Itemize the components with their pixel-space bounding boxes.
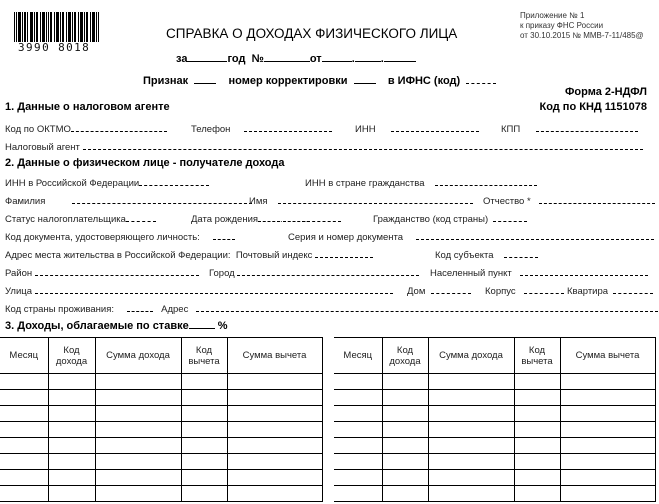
year-label: год <box>227 53 246 65</box>
district-label: Район <box>5 268 33 279</box>
deduction-sum-cell[interactable] <box>560 470 655 486</box>
from-label: от <box>309 53 322 65</box>
section-3-title <box>5 318 228 332</box>
deduction-code-cell[interactable] <box>181 422 227 438</box>
deduction-code-cell[interactable] <box>181 454 227 470</box>
deduction-sum-cell[interactable] <box>227 406 322 422</box>
sign-label: Признак <box>143 75 189 87</box>
deduction-code-cell[interactable] <box>514 374 560 390</box>
income-code-cell[interactable] <box>382 438 428 454</box>
deduction-code-cell[interactable] <box>181 374 227 390</box>
agent-row <box>5 139 643 153</box>
income-sum-cell[interactable] <box>428 422 514 438</box>
month-cell[interactable] <box>0 406 48 422</box>
page-title: СПРАВКА О ДОХОДАХ ФИЗИЧЕСКОГО ЛИЦА <box>166 26 458 41</box>
income-sum-cell[interactable] <box>95 438 181 454</box>
month-cell[interactable] <box>334 390 382 406</box>
birth-month-field[interactable] <box>283 211 305 222</box>
income-code-cell[interactable] <box>48 454 95 470</box>
period-line: за год № от . . <box>176 51 416 65</box>
table-row <box>0 486 322 502</box>
month-cell[interactable] <box>334 486 382 502</box>
income-code-cell[interactable] <box>382 486 428 502</box>
city-label: Город <box>209 268 235 279</box>
deduction-sum-cell[interactable] <box>560 374 655 390</box>
month-cell[interactable] <box>334 406 382 422</box>
oktmo-label: Код по ОКТМО <box>5 124 71 135</box>
deduction-sum-cell[interactable] <box>227 438 322 454</box>
income-code-cell[interactable] <box>382 406 428 422</box>
income-sum-cell[interactable] <box>428 390 514 406</box>
name-label: Имя <box>249 196 268 207</box>
deduction-sum-cell[interactable] <box>560 486 655 502</box>
settlement-field[interactable] <box>520 265 648 276</box>
income-sum-cell[interactable] <box>428 454 514 470</box>
foreign-address-field[interactable] <box>196 301 658 312</box>
inn-citizenship-label: ИНН в стране гражданства <box>305 178 425 189</box>
agent-label: Налоговый агент <box>5 142 80 153</box>
house-field[interactable] <box>431 283 471 294</box>
street-label: Улица <box>5 286 32 297</box>
status-row <box>5 211 156 225</box>
deduction-code-cell[interactable] <box>181 486 227 502</box>
apartment-field[interactable] <box>613 283 653 294</box>
table-row <box>334 454 655 470</box>
doc-code-label: Код документа, удостоверяющего личность: <box>5 232 200 243</box>
deduction-code-cell[interactable] <box>181 390 227 406</box>
col-income-code: Код дохода <box>382 338 428 374</box>
month-cell[interactable] <box>0 454 48 470</box>
income-code-cell[interactable] <box>48 422 95 438</box>
region-row <box>435 247 538 261</box>
patronymic-field[interactable] <box>539 193 655 204</box>
region-label: Код субъекта <box>435 250 494 261</box>
surname-label: Фамилия <box>5 196 46 207</box>
month-cell[interactable] <box>0 390 48 406</box>
income-code-cell[interactable] <box>48 486 95 502</box>
income-code-cell[interactable] <box>382 422 428 438</box>
income-sum-cell[interactable] <box>95 374 181 390</box>
income-sum-cell[interactable] <box>95 470 181 486</box>
income-table-left <box>0 337 323 502</box>
deduction-sum-cell[interactable] <box>227 486 322 502</box>
table-row <box>0 470 322 486</box>
deduction-sum-cell[interactable] <box>560 454 655 470</box>
country-label: Код страны проживания: <box>5 304 114 315</box>
city-row <box>209 265 419 279</box>
address-row <box>5 247 373 261</box>
oktmo-field[interactable] <box>71 121 167 132</box>
form-name: Форма 2-НДФЛ <box>565 86 647 98</box>
building-label: Корпус <box>485 286 516 297</box>
col-deduction-code: Код вычета <box>181 338 227 374</box>
apartment-row <box>567 283 653 297</box>
country-field[interactable] <box>127 301 153 312</box>
deduction-code-cell[interactable] <box>514 438 560 454</box>
kpp-label: КПП <box>501 124 521 135</box>
month-cell[interactable] <box>334 438 382 454</box>
deduction-sum-cell[interactable] <box>560 406 655 422</box>
appendix-line-3: от 30.10.2015 № ММВ-7-11/485@ <box>520 31 644 40</box>
ifns-field[interactable] <box>466 73 496 84</box>
doc-code-field[interactable] <box>213 229 235 240</box>
country-row <box>5 301 658 315</box>
income-code-cell[interactable] <box>382 390 428 406</box>
barcode-bars-icon <box>14 12 99 42</box>
income-table-right <box>334 337 656 502</box>
for-label: за <box>176 53 188 65</box>
district-row <box>5 265 199 279</box>
house-label: Дом <box>407 286 426 297</box>
col-income-sum: Сумма дохода <box>95 338 181 374</box>
agent-inn-field[interactable] <box>391 121 479 132</box>
deduction-code-cell[interactable] <box>514 454 560 470</box>
barcode-digits: 3990 8018 <box>18 41 91 54</box>
kpp-field[interactable] <box>536 121 638 132</box>
deduction-sum-cell[interactable] <box>560 422 655 438</box>
status-label: Статус налогоплательщика <box>5 214 126 225</box>
barcode <box>14 12 99 56</box>
phone-field[interactable] <box>244 121 332 132</box>
table-row <box>334 374 655 390</box>
correction-label: номер корректировки <box>228 75 348 87</box>
income-sum-cell[interactable] <box>95 406 181 422</box>
birthdate-label: Дата рождения <box>191 214 259 225</box>
deduction-sum-cell[interactable] <box>227 422 322 438</box>
surname-field[interactable] <box>72 193 252 204</box>
number-label: № <box>251 53 264 65</box>
income-sum-cell[interactable] <box>428 470 514 486</box>
income-sum-cell[interactable] <box>428 406 514 422</box>
phone-row <box>191 121 332 135</box>
building-field[interactable] <box>524 283 564 294</box>
correction-line <box>143 73 496 87</box>
appendix-line-1: Приложение № 1 <box>520 11 585 20</box>
table-row <box>334 486 655 502</box>
doc-code-row <box>5 229 235 243</box>
rate-field[interactable] <box>189 318 215 329</box>
table-row <box>0 438 322 454</box>
col-deduction-sum: Сумма вычета <box>227 338 322 374</box>
address-label: Адрес места жительства в Российской Федерации: <box>5 250 231 261</box>
income-sum-cell[interactable] <box>95 454 181 470</box>
correction-field[interactable] <box>354 73 376 84</box>
deduction-code-cell[interactable] <box>514 406 560 422</box>
income-sum-cell[interactable] <box>428 486 514 502</box>
col-income-sum: Сумма дохода <box>428 338 514 374</box>
deduction-code-cell[interactable] <box>514 422 560 438</box>
citizenship-field[interactable] <box>493 211 527 222</box>
deduction-sum-cell[interactable] <box>560 438 655 454</box>
patronymic-label: Отчество * <box>483 196 531 207</box>
addr-label: Адрес <box>161 304 189 315</box>
income-code-cell[interactable] <box>48 470 95 486</box>
apartment-label: Квартира <box>567 286 609 297</box>
table-row <box>334 470 655 486</box>
agent-inn-row <box>355 121 479 135</box>
house-row <box>407 283 471 297</box>
citizenship-row <box>373 211 527 225</box>
income-code-cell[interactable] <box>48 406 95 422</box>
table-row <box>334 438 655 454</box>
date-day-field[interactable] <box>322 51 352 62</box>
name-field[interactable] <box>278 193 473 204</box>
oktmo-row <box>5 121 167 135</box>
doc-series-label: Серия и номер документа <box>288 232 404 243</box>
deduction-sum-cell[interactable] <box>560 390 655 406</box>
kpp-row <box>501 121 638 135</box>
appendix-note <box>520 11 644 41</box>
percent-sign: % <box>217 320 228 332</box>
table-row <box>334 422 655 438</box>
table-row <box>0 390 322 406</box>
birth-year-field[interactable] <box>307 211 341 222</box>
postal-label: Почтовый индекс <box>235 250 313 261</box>
settlement-label: Населенный пункт <box>430 268 512 279</box>
income-sum-cell[interactable] <box>95 486 181 502</box>
citizenship-label: Гражданство (код страны) <box>373 214 489 225</box>
section-2-title: 2. Данные о физическом лице - получателе дохода <box>5 157 285 169</box>
deduction-code-cell[interactable] <box>514 390 560 406</box>
building-row <box>485 283 564 297</box>
income-code-cell[interactable] <box>48 390 95 406</box>
ifns-label: в ИФНС (код) <box>387 75 461 87</box>
birthdate-row: Дата рождения . . <box>191 211 341 225</box>
deduction-sum-cell[interactable] <box>227 454 322 470</box>
income-code-cell[interactable] <box>382 454 428 470</box>
agent-inn-label: ИНН <box>355 124 376 135</box>
district-field[interactable] <box>35 265 199 276</box>
col-deduction-sum: Сумма вычета <box>560 338 655 374</box>
inn-citizenship-row <box>305 175 537 189</box>
patronymic-row <box>483 193 655 207</box>
income-code-cell[interactable] <box>48 374 95 390</box>
col-income-code: Код дохода <box>48 338 95 374</box>
income-sum-cell[interactable] <box>428 374 514 390</box>
date-year-field[interactable] <box>384 51 416 62</box>
month-cell[interactable] <box>334 422 382 438</box>
section-1-title: 1. Данные о налоговом агенте <box>5 101 170 113</box>
inn-rf-field[interactable] <box>139 175 209 186</box>
doc-series-field[interactable] <box>416 229 654 240</box>
month-cell[interactable] <box>0 422 48 438</box>
deduction-code-cell[interactable] <box>181 438 227 454</box>
table-row <box>334 390 655 406</box>
col-month: Месяц <box>0 338 48 374</box>
month-cell[interactable] <box>0 438 48 454</box>
table-row <box>0 374 322 390</box>
doc-series-row <box>288 229 654 243</box>
deduction-sum-cell[interactable] <box>227 374 322 390</box>
deduction-sum-cell[interactable] <box>227 470 322 486</box>
deduction-code-cell[interactable] <box>514 470 560 486</box>
birth-day-field[interactable] <box>258 211 280 222</box>
deduction-code-cell[interactable] <box>181 470 227 486</box>
inn-citizenship-field[interactable] <box>435 175 537 186</box>
year-field[interactable] <box>187 51 227 62</box>
month-cell[interactable] <box>0 486 48 502</box>
income-sum-cell[interactable] <box>428 438 514 454</box>
section-3-label: 3. Доходы, облагаемые по ставке <box>5 320 189 332</box>
month-cell[interactable] <box>334 470 382 486</box>
month-cell[interactable] <box>0 470 48 486</box>
deduction-code-cell[interactable] <box>181 406 227 422</box>
income-code-cell[interactable] <box>382 470 428 486</box>
city-field[interactable] <box>237 265 419 276</box>
agent-field[interactable] <box>83 139 643 150</box>
street-field[interactable] <box>35 283 393 294</box>
appendix-line-2: к приказу ФНС России <box>520 21 604 30</box>
deduction-sum-cell[interactable] <box>227 390 322 406</box>
phone-label: Телефон <box>191 124 231 135</box>
income-code-cell[interactable] <box>382 374 428 390</box>
col-deduction-code: Код вычета <box>514 338 560 374</box>
income-sum-cell[interactable] <box>95 422 181 438</box>
income-sum-cell[interactable] <box>95 390 181 406</box>
region-field[interactable] <box>504 247 538 258</box>
month-cell[interactable] <box>0 374 48 390</box>
inn-rf-row <box>5 175 209 189</box>
status-field[interactable] <box>126 211 156 222</box>
surname-row <box>5 193 252 207</box>
inn-rf-label: ИНН в Российской Федерации <box>5 178 140 189</box>
knd-code: Код по КНД 1151078 <box>539 101 647 113</box>
number-field[interactable] <box>264 51 310 62</box>
date-month-field[interactable] <box>355 51 381 62</box>
table-row <box>0 422 322 438</box>
street-row <box>5 283 393 297</box>
table-row <box>0 454 322 470</box>
table-row <box>0 406 322 422</box>
month-cell[interactable] <box>334 374 382 390</box>
settlement-row <box>430 265 648 279</box>
col-month: Месяц <box>334 338 382 374</box>
sign-field[interactable] <box>194 73 216 84</box>
deduction-code-cell[interactable] <box>514 486 560 502</box>
income-code-cell[interactable] <box>48 438 95 454</box>
table-row <box>334 406 655 422</box>
name-row <box>249 193 473 207</box>
month-cell[interactable] <box>334 454 382 470</box>
postal-field[interactable] <box>315 247 373 258</box>
